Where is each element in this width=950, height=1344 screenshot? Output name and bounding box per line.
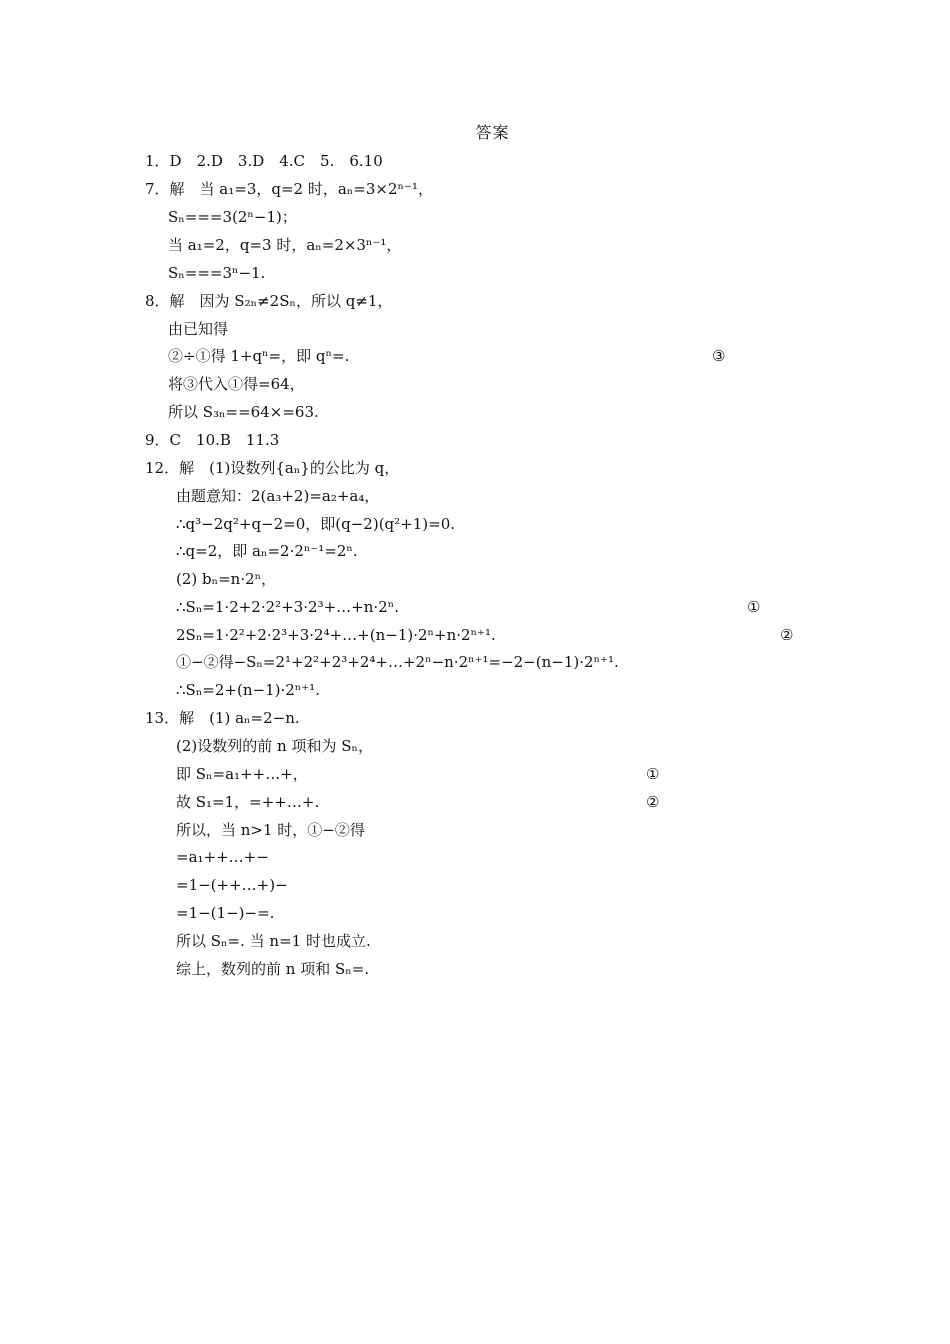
answer-line-1: 1．D 2.D 3.D 4.C 5. 6.10 bbox=[145, 152, 383, 170]
equation-marker: ③ bbox=[712, 347, 726, 365]
answer-line: Sₙ===3ⁿ−1. bbox=[168, 264, 266, 282]
answer-line: (2)设数列的前 n 项和为 Sₙ， bbox=[176, 737, 373, 755]
answer-line-9: 9．C 10.B 11.3 bbox=[145, 431, 280, 449]
answer-line: 故 S₁=1，=++…+. bbox=[176, 793, 320, 811]
answer-line-13: 13．解 (1) aₙ=2−n. bbox=[145, 709, 300, 727]
equation-marker: ① bbox=[747, 598, 761, 616]
answer-line-8: 8．解 因为 S₂ₙ≠2Sₙ，所以 q≠1， bbox=[145, 292, 393, 310]
equation-marker: ① bbox=[646, 765, 660, 783]
answer-line: 由已知得 bbox=[168, 320, 229, 338]
answer-line: 当 a₁=2，q=3 时，aₙ=2×3ⁿ⁻¹， bbox=[168, 236, 402, 254]
answer-line: =1−(++…+)− bbox=[176, 876, 288, 894]
equation-marker: ② bbox=[646, 793, 660, 811]
answer-line: ∴q=2，即 aₙ=2·2ⁿ⁻¹=2ⁿ. bbox=[176, 542, 358, 560]
answer-line: 由题意知：2(a₃+2)=a₂+a₄， bbox=[176, 487, 380, 505]
page-title: 答案 bbox=[475, 123, 510, 142]
answer-line: 即 Sₙ=a₁++…+， bbox=[176, 765, 308, 783]
answer-line: =1−(1−)−=. bbox=[176, 904, 275, 922]
answer-line: (2) bₙ=n·2ⁿ， bbox=[176, 570, 277, 588]
answer-line: 2Sₙ=1·2²+2·2³+3·2⁴+…+(n−1)·2ⁿ+n·2ⁿ⁺¹. bbox=[176, 626, 496, 644]
answer-line: =a₁++…+− bbox=[176, 848, 269, 866]
answer-line: 所以，当 n>1 时，①−②得 bbox=[176, 821, 365, 839]
answer-line: ∴q³−2q²+q−2=0，即(q−2)(q²+1)=0. bbox=[176, 515, 456, 533]
answer-line: ②÷①得 1+qⁿ=，即 qⁿ=. bbox=[168, 347, 350, 365]
answer-line: ①−②得−Sₙ=2¹+2²+2³+2⁴+…+2ⁿ−n·2ⁿ⁺¹=−2−(n−1)·2ⁿ⁺¹. bbox=[176, 653, 619, 671]
answer-line-12: 12．解 (1)设数列{aₙ}的公比为 q， bbox=[145, 459, 400, 477]
answer-line: ∴Sₙ=2+(n−1)·2ⁿ⁺¹. bbox=[176, 681, 320, 699]
answer-line: ∴Sₙ=1·2+2·2²+3·2³+…+n·2ⁿ. bbox=[176, 598, 399, 616]
equation-marker: ② bbox=[780, 626, 794, 644]
answer-line-7: 7．解 当 a₁=3，q=2 时，aₙ=3×2ⁿ⁻¹， bbox=[145, 180, 433, 198]
answer-line: 所以 S₃ₙ==64×=63. bbox=[168, 403, 319, 421]
answer-line: Sₙ===3(2ⁿ−1)； bbox=[168, 208, 297, 226]
answer-line: 所以 Sₙ=. 当 n=1 时也成立. bbox=[176, 932, 371, 950]
answer-line: 综上，数列的前 n 项和 Sₙ=. bbox=[176, 960, 370, 978]
answer-line: 将③代入①得=64， bbox=[168, 375, 305, 393]
